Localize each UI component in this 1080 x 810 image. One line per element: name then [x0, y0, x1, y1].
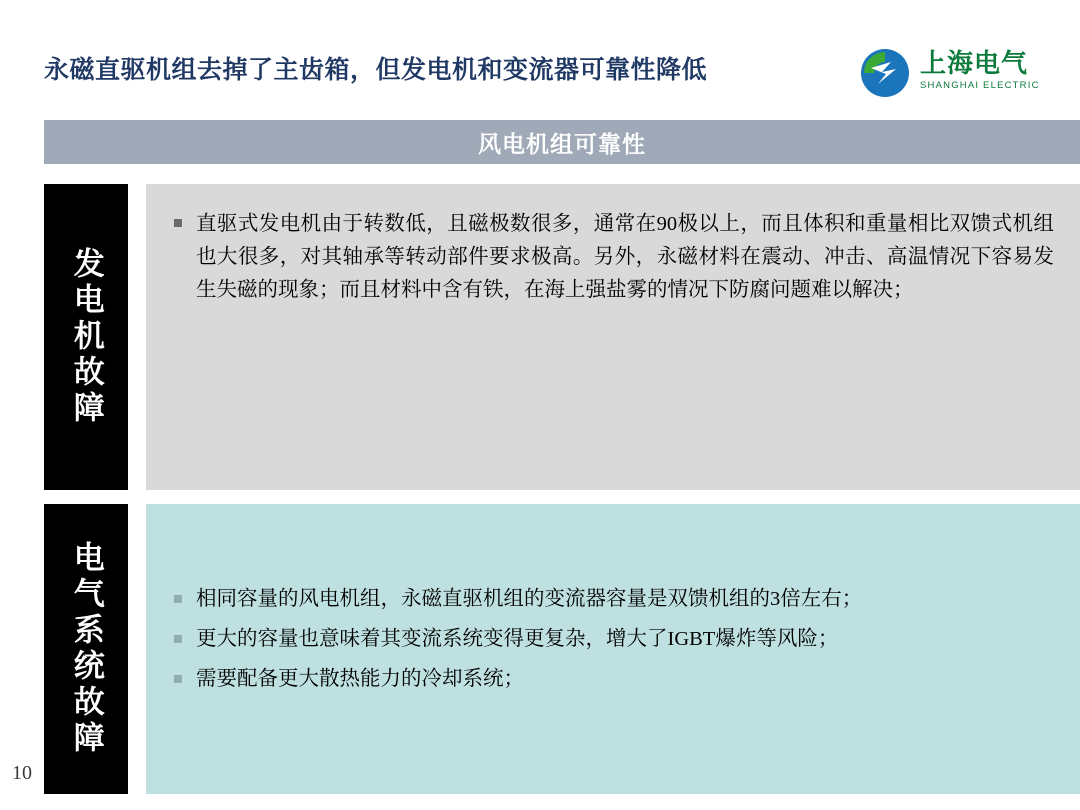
section-bar-title: 风电机组可靠性	[478, 131, 646, 157]
bullet-list-generator-fault	[172, 208, 1054, 307]
logo-mark-icon	[858, 48, 912, 98]
list-item	[172, 208, 1054, 307]
list-item	[172, 624, 1054, 654]
logo-text	[920, 50, 1060, 91]
list-item	[172, 584, 1054, 614]
section-bar	[44, 120, 1080, 164]
row-label-electrical-fault	[44, 504, 128, 794]
bullet-list-electrical-fault	[172, 584, 1054, 704]
page-number: 10	[12, 762, 32, 784]
content-row-electrical-fault	[44, 504, 1080, 794]
row-label-text: 电气系统故障	[68, 541, 104, 757]
page-title: 永磁直驱机组去掉了主齿箱，但发电机和变流器可靠性降低	[44, 57, 708, 84]
logo-en-text: SHANGHAI ELECTRIC	[920, 80, 1040, 91]
list-item-text: 需要配备更大散热能力的冷却系统；	[196, 668, 524, 690]
shanghai-electric-logo	[858, 48, 1058, 100]
list-item-text: 相同容量的风电机组，永磁直驱机组的变流器容量是双馈机组的3倍左右；	[196, 588, 863, 610]
row-label-text: 发电机故障	[68, 247, 104, 427]
row-body-generator-fault	[146, 184, 1080, 490]
content-row-generator-fault	[44, 184, 1080, 490]
row-label-generator-fault	[44, 184, 128, 490]
list-item	[172, 664, 1054, 694]
bullet-square-icon	[174, 635, 182, 643]
list-item-text: 直驱式发电机由于转数低，且磁极数很多，通常在90极以上，而且体积和重量相比双馈式机组也大很多，对其轴承等转动部件要求极高。另外，永磁材料在震动、冲击、高温情况下容易发生失磁的现象；而且材料中含有铁，在海上强盐雾的情况下防腐问题难以解决；	[196, 213, 1054, 301]
slide-header	[0, 0, 1080, 112]
logo-cn-text: 上海电气	[920, 49, 1029, 78]
bullet-square-icon	[174, 595, 182, 603]
list-item-text: 更大的容量也意味着其变流系统变得更复杂，增大了IGBT爆炸等风险；	[196, 628, 839, 650]
bullet-square-icon	[174, 219, 182, 227]
bullet-square-icon	[174, 675, 182, 683]
row-body-electrical-fault	[146, 504, 1080, 794]
